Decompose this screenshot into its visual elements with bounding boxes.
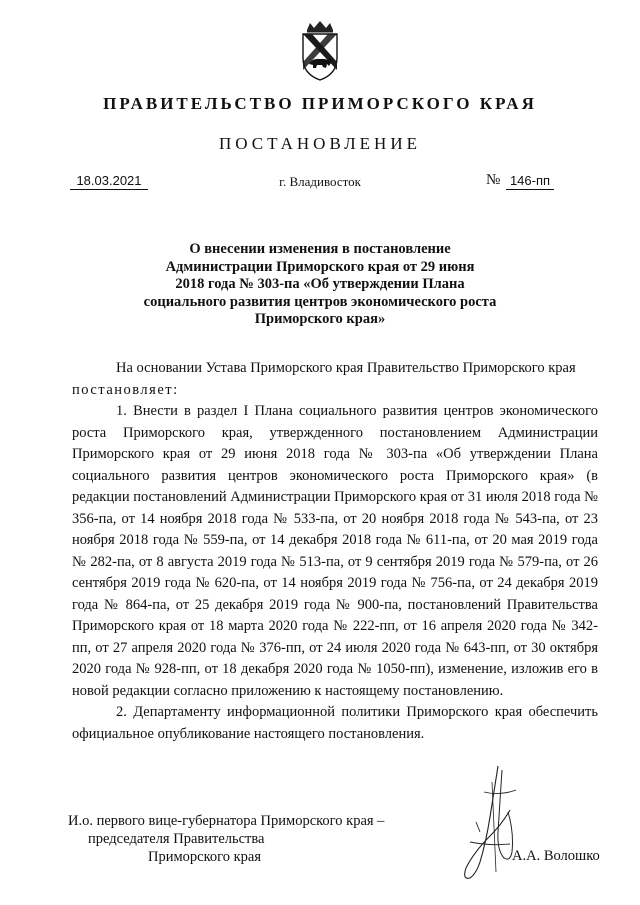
- document-type: ПОСТАНОВЛЕНИЕ: [218, 134, 421, 153]
- position-line: И.о. первого вице-губернатора Приморского края –: [68, 813, 385, 829]
- title-line: О внесении изменения в постановление: [189, 241, 451, 257]
- intro-paragraph: На основании Устава Приморского края Правительство Приморского края: [116, 360, 576, 376]
- position-line: председателя Правительства: [88, 831, 265, 847]
- position-line: Приморского края: [148, 849, 262, 865]
- document-body: [72, 358, 598, 745]
- title-line: Администрации Приморского края от 29 июня: [165, 258, 475, 275]
- document-title: [110, 241, 530, 329]
- coat-of-arms-icon: [298, 20, 342, 82]
- signatory-position: [68, 812, 428, 866]
- number-label: №: [486, 172, 501, 188]
- item-1-paragraph: 1. Внести в раздел I Плана социального развития центров экономического роста Приморского края, утвержденного постановлением Администрации Приморского края от 29 июня 2018 года № 303-па «Об утверждении Плана социального развития центров экономического роста Приморского края» (в редакции постановлений Администрации Приморского края от 31 июля 2018 года № 356-па, от 14 ноября 2018 года № 533-па, от 20 ноября 2018 года № 543-па, от 23 ноября 2018 года № 559-па, от 14 декабря 2018 года № 611-па, от 20 мая 2019 года № 282-па, от 8 августа 2019 года № 513-па, от 9 сентября 2019 года № 579-па, от 26 сентября 2019 года № 620-па, от 14 ноября 2019 года № 756-па, от 24 декабря 2019 года № 864-па, от 25 декабря 2019 года № 900-па, постановлений Правительства Приморского края от 18 марта 2020 года № 222-пп, от 16 апреля 2020 года № 342-пп, от 27 апреля 2020 года № 376-пп, от 24 июля 2020 года № 643-пп, от 30 октября 2020 года № 928-пп, от 18 декабря 2020 года № 1050-пп), изменение, изложив его в новой редакции согласно приложению к настоящему постановлению.: [72, 403, 598, 699]
- title-line: 2018 года № 303-па «Об утверждении Плана: [175, 276, 465, 292]
- signatory-name: А.А. Волошко: [512, 848, 600, 864]
- document-date: 18.03.2021: [70, 173, 148, 190]
- title-line: социального развития центров экономического роста: [143, 293, 497, 310]
- item-2-paragraph: 2. Департаменту информационной политики Приморского края обеспечить официальное опубликование настоящего постановления.: [72, 704, 598, 742]
- organization-name: ПРАВИТЕЛЬСТВО ПРИМОРСКОГО КРАЯ: [103, 94, 537, 113]
- title-line: Приморского края»: [254, 311, 386, 327]
- document-number: 146-пп: [506, 173, 554, 190]
- document-city: г. Владивосток: [279, 174, 361, 189]
- resolves-word: постановляет:: [72, 381, 179, 398]
